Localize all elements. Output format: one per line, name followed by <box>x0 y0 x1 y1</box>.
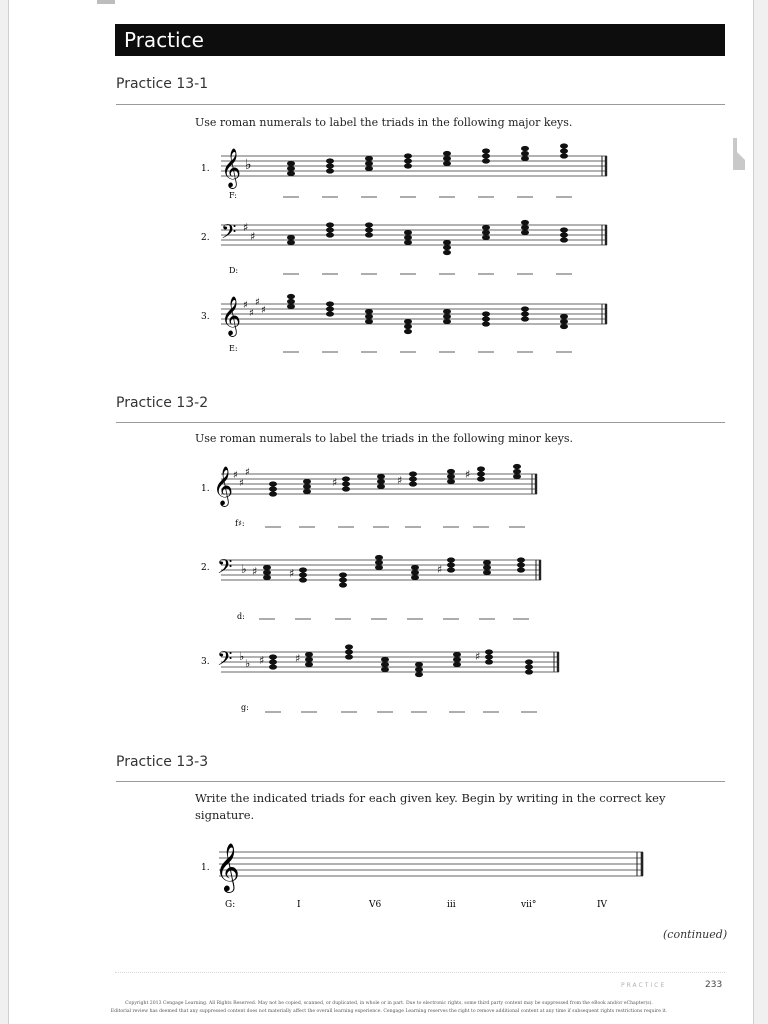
page-number: 233 <box>705 980 723 990</box>
bass-clef-icon: 𝄢 <box>217 647 233 675</box>
flat-icon: ♭ <box>245 157 252 173</box>
section-title-13-3: Practice 13-3 <box>116 754 209 770</box>
section-rule <box>116 104 725 105</box>
key-label: E: <box>229 344 238 353</box>
exercise-number: 1. <box>201 484 210 494</box>
copyright-line: Editorial review has deemed that any suppressed content does not materially affect the overall learning experience. Cengage Learning reserves the right to remove additional content at any time if subsequent rights restrictions require it. <box>110 1009 668 1014</box>
section-title-13-1: Practice 13-1 <box>116 76 209 92</box>
page-banner <box>115 24 725 56</box>
sharp-icon: ♯ <box>249 308 254 319</box>
svg-text:♯: ♯ <box>475 650 481 663</box>
svg-text:♯: ♯ <box>289 567 295 580</box>
treble-clef-icon: 𝄞 <box>215 842 240 891</box>
svg-text:♯: ♯ <box>437 563 443 576</box>
running-head: PRACTICE <box>621 982 667 989</box>
bass-clef-icon: 𝄢 <box>221 220 237 248</box>
treble-clef-icon: 𝄞 <box>221 296 242 336</box>
textbook-page <box>8 0 754 1024</box>
page-edge-tab-icon <box>733 138 745 170</box>
sharp-icon: ♯ <box>243 221 249 234</box>
exercise-13-1-1 <box>199 142 619 204</box>
sharp-icon: ♯ <box>243 300 248 311</box>
treble-clef-icon: 𝄞 <box>221 148 242 188</box>
svg-text:♯: ♯ <box>465 468 471 481</box>
svg-text:♯: ♯ <box>259 654 265 667</box>
sharp-icon: ♯ <box>261 305 266 316</box>
roman-numeral: vii° <box>521 900 537 910</box>
flat-icon: ♭ <box>245 657 251 670</box>
instruction-13-3: Write the indicated triads for each given key. Begin by writing in the correct key signature. <box>195 791 666 822</box>
key-label: d: <box>237 612 245 621</box>
footer-divider <box>115 972 725 973</box>
key-label: F: <box>229 191 237 200</box>
exercise-number: 2. <box>201 233 210 243</box>
flat-icon: ♭ <box>239 650 245 663</box>
svg-text:♯: ♯ <box>397 474 403 487</box>
sharp-icon: ♯ <box>245 467 250 478</box>
section-rule <box>116 422 725 423</box>
svg-text:♯: ♯ <box>295 652 301 665</box>
key-label: D: <box>229 266 239 275</box>
roman-numeral: V6 <box>369 900 382 910</box>
flat-icon: ♭ <box>241 562 247 576</box>
key-label: g: <box>241 703 249 712</box>
exercise-number: 1. <box>201 863 210 873</box>
exercise-13-2-1 <box>199 456 619 532</box>
exercise-number: 1. <box>201 164 210 174</box>
staff-lines <box>219 852 643 876</box>
sharp-icon: ♯ <box>250 230 256 243</box>
chord-notes <box>269 464 521 497</box>
exercise-13-1-2 <box>199 214 619 280</box>
staff-lines <box>221 304 607 324</box>
exercise-13-2-3 <box>199 636 619 716</box>
instruction-13-1: Use roman numerals to label the triads in the following major keys. <box>195 116 573 129</box>
sharp-icon: ♯ <box>233 470 238 481</box>
roman-numeral: iii <box>447 900 456 910</box>
key-label: f♯: <box>235 519 245 528</box>
exercise-13-1-3 <box>199 288 619 360</box>
continued-note: (continued) <box>663 928 728 941</box>
roman-numeral: I <box>297 900 301 910</box>
exercise-number: 2. <box>201 563 210 573</box>
svg-text:♯: ♯ <box>252 565 258 578</box>
copyright-line: Copyright 2013 Cengage Learning. All Rights Reserved. May not be copied, scanned, or duplicated, in whole or in part. Due to electronic rights, some third party content may be suppressed from the eBook and/or eChapter(s). <box>125 1001 653 1006</box>
exercise-13-3-1 <box>199 834 659 914</box>
section-rule <box>116 781 725 782</box>
svg-text:♯: ♯ <box>332 476 338 489</box>
exercise-number: 3. <box>201 657 210 667</box>
banner-title: Practice <box>124 28 204 52</box>
section-title-13-2: Practice 13-2 <box>116 395 209 411</box>
copyright-notice <box>89 1000 689 1016</box>
staff-lines <box>221 225 607 245</box>
staff-lines <box>221 156 607 176</box>
sharp-icon: ♯ <box>239 478 244 489</box>
exercise-13-2-2 <box>199 546 619 626</box>
sharp-icon: ♯ <box>255 297 260 308</box>
page-tab-marker <box>97 0 115 4</box>
key-label: G: <box>225 900 236 910</box>
instruction-13-2: Use roman numerals to label the triads in the following minor keys. <box>195 432 574 445</box>
bass-clef-icon: 𝄢 <box>217 555 233 583</box>
treble-clef-icon: 𝄞 <box>213 466 234 506</box>
roman-numeral: IV <box>597 900 608 910</box>
exercise-number: 3. <box>201 312 210 322</box>
